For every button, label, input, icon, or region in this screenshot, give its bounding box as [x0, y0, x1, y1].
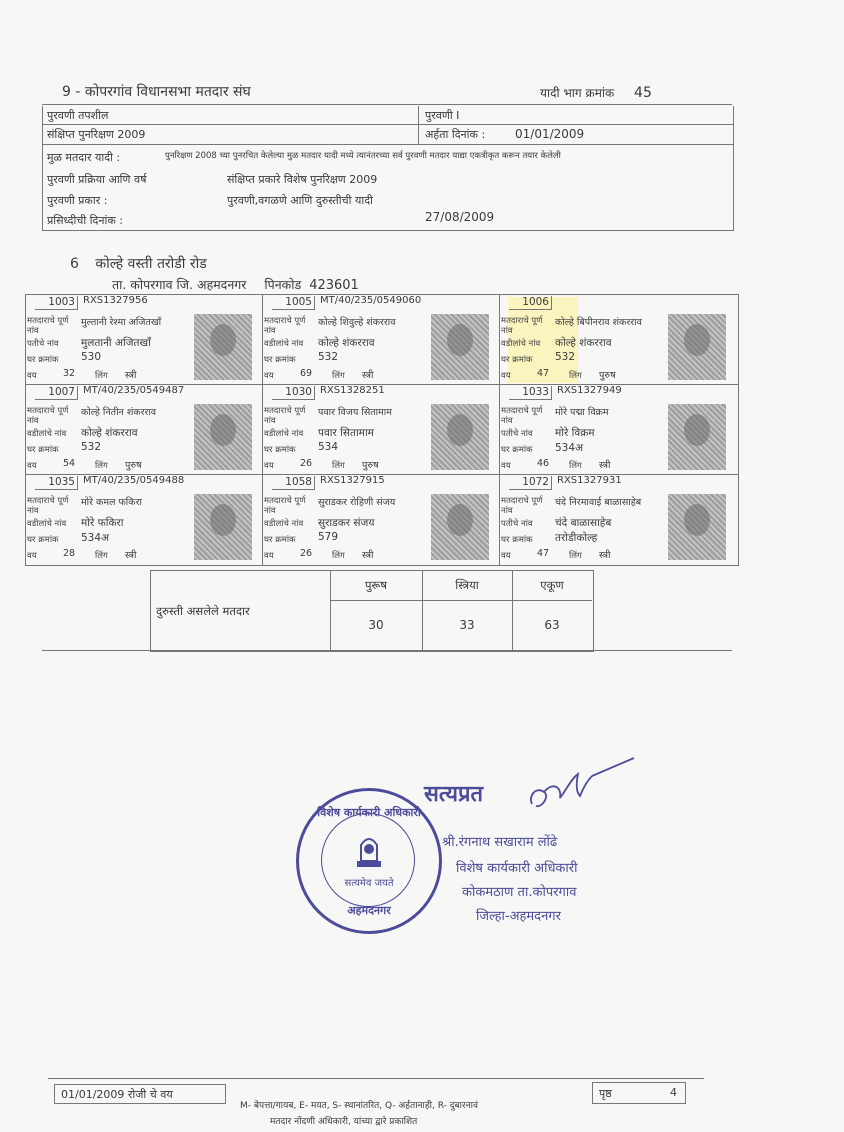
age-label: वय	[27, 461, 37, 471]
age-value: 28	[63, 548, 76, 559]
age-value: 69	[300, 368, 313, 379]
summary-row-label: दुरुस्ती असलेले मतदार	[156, 604, 250, 618]
relation-label: वडीलांचे नांव	[264, 339, 304, 349]
sex-value: स्त्री	[362, 370, 374, 381]
sex-value: पुरुष	[362, 460, 379, 471]
house-label: घर क्रमांक	[501, 445, 533, 455]
constituency-header	[62, 82, 251, 101]
sex-label: लिंग	[569, 551, 582, 561]
summary-male-label: पुरूष	[364, 578, 388, 592]
epic-number: RXS1327956	[83, 295, 148, 306]
epic-number: MT/40/235/0549060	[320, 295, 422, 306]
relation-name: कोल्हे शंकरराव	[555, 337, 612, 349]
summary-divider	[330, 600, 592, 601]
sex-label: लिंग	[95, 371, 108, 381]
voter-card	[262, 384, 499, 474]
age-value: 26	[300, 458, 313, 469]
meta-divider	[418, 106, 419, 144]
relation-name: पवार सितामाम	[318, 427, 374, 439]
voter-photo	[431, 404, 489, 470]
section-heading	[70, 254, 207, 273]
age-note-box	[54, 1084, 226, 1104]
house-number: 534	[318, 441, 339, 453]
sex-label: लिंग	[332, 551, 345, 561]
officer-name: श्री.रंगनाथ सखाराम लोंढे	[442, 835, 558, 850]
voter-name: कोल्हे शिवुल्हे शंकरराव	[318, 317, 396, 328]
meta-row5-value: पुरवणी,वगळणे आणि दुरुस्तीची यादी	[227, 194, 373, 207]
meta-divider	[43, 124, 733, 125]
name-label: मतदाराचे पूर्ण नांव	[501, 406, 543, 426]
sex-label: लिंग	[332, 371, 345, 381]
serial-number: 1033	[509, 386, 552, 400]
age-label: वय	[264, 371, 274, 381]
name-label: मतदाराचे पूर्ण नांव	[264, 496, 306, 516]
section-number: 6	[70, 256, 79, 272]
age-value: 46	[537, 458, 550, 469]
relation-name: कोल्हे शंकरराव	[81, 427, 138, 439]
voter-name: चंदे निरमावाई बाळासाहेब	[555, 497, 642, 508]
voter-name: मोरे पद्मा विक्रम	[555, 407, 609, 418]
summary-female-value: 33	[459, 618, 475, 632]
section-address	[112, 276, 359, 293]
house-label: घर क्रमांक	[501, 355, 533, 365]
voter-photo	[668, 314, 726, 380]
header-rule	[42, 104, 732, 105]
summary-male-value: 30	[368, 618, 384, 632]
epic-number: RXS1328251	[320, 385, 385, 396]
voter-photo	[668, 494, 726, 560]
photo-face	[447, 324, 473, 356]
house-number: 532	[555, 351, 576, 363]
certified-copy-heading: सत्यप्रत	[424, 781, 484, 807]
address-text: ता. कोपरगाव जि. अहमदनगर	[112, 277, 247, 292]
relation-label: वडीलांचे नांव	[264, 519, 304, 529]
sex-value: पुरुष	[599, 370, 616, 381]
part-number: 45	[634, 85, 652, 101]
official-seal	[296, 788, 442, 934]
meta-row6-value: 27/08/2009	[425, 210, 495, 224]
footer-legend-line1: M- बेपत्ता/गायब, E- मयत, S- स्थानांतरित, Q- अर्हतानाही, R- दुबारनावं	[240, 1101, 478, 1111]
seal-top-text: विशेष कार्यकारी अधिकारी	[317, 806, 421, 819]
voter-card	[25, 384, 262, 474]
photo-face	[684, 504, 710, 536]
handwritten-signature	[522, 756, 638, 816]
relation-label: वडीलांचे नांव	[27, 519, 67, 529]
age-label: वय	[27, 371, 37, 381]
meta-row1-left: पुरवणी तपशील	[47, 109, 109, 122]
age-value: 32	[63, 368, 76, 379]
sex-label: लिंग	[332, 461, 345, 471]
meta-table	[42, 106, 734, 231]
relation-name: कोल्हे शंकरराव	[318, 337, 375, 349]
house-number: 534अ	[555, 442, 584, 454]
officer-district: जिल्हा-अहमदनगर	[476, 909, 561, 924]
relation-label: पतीचे नांव	[27, 339, 59, 349]
sex-value: स्त्री	[599, 460, 611, 471]
part-label: यादी भाग क्रमांक	[540, 86, 615, 100]
name-label: मतदाराचे पूर्ण नांव	[27, 406, 69, 426]
sex-value: स्त्री	[599, 550, 611, 561]
voter-name: कोल्हे नितीन शंकरराव	[81, 407, 157, 418]
pin-code: 423601	[309, 278, 359, 293]
serial-number: 1003	[35, 296, 78, 310]
voter-name: सुराडकर रोहिणी संजय	[318, 497, 396, 508]
name-label: मतदाराचे पूर्ण नांव	[27, 496, 69, 516]
summary-female-label: स्त्रिया	[455, 578, 479, 592]
serial-number: 1058	[272, 476, 315, 490]
voter-card	[499, 294, 736, 384]
page-number: 4	[670, 1086, 677, 1099]
sex-value: पुरुष	[125, 460, 142, 471]
serial-number: 1030	[272, 386, 315, 400]
constituency-name: कोपरगांव विधानसभा मतदार संघ	[84, 84, 251, 100]
meta-row3-value: पुनरिक्षण 2008 च्या पुनरचित केलेल्या मुळ मतदार यादी मध्ये त्यानंतरच्या सर्व पुरवणी मतदार याद्या एकत्रीकृत करून तयार केलेली	[165, 151, 561, 161]
meta-row5-label: पुरवणी प्रकार :	[47, 194, 108, 207]
name-label: मतदाराचे पूर्ण नांव	[501, 496, 543, 516]
seal-motto: सत्यमेव जयते	[344, 878, 394, 889]
age-label: वय	[501, 461, 511, 471]
epic-number: RXS1327949	[557, 385, 622, 396]
voter-photo	[194, 404, 252, 470]
house-label: घर क्रमांक	[264, 355, 296, 365]
name-label: मतदाराचे पूर्ण नांव	[27, 316, 69, 336]
meta-row2-left: संक्षिप्त पुनरिक्षण 2009	[47, 128, 146, 141]
relation-name: मोरे विक्रम	[555, 427, 595, 439]
part-number-block	[540, 84, 652, 101]
name-label: मतदाराचे पूर्ण नांव	[501, 316, 543, 336]
house-number: 534अ	[81, 532, 110, 544]
photo-face	[684, 324, 710, 356]
relation-label: वडीलांचे नांव	[501, 339, 541, 349]
photo-face	[210, 414, 236, 446]
section-name: कोल्हे वस्ती तरोडी रोड	[95, 256, 207, 272]
meta-divider	[43, 144, 733, 145]
house-number: 579	[318, 531, 339, 543]
summary-total-label: एकूण	[540, 578, 564, 592]
sex-label: लिंग	[569, 461, 582, 471]
epic-number: MT/40/235/0549487	[83, 385, 185, 396]
voter-card	[262, 474, 499, 564]
officer-title: विशेष कार्यकारी अधिकारी	[456, 861, 578, 876]
officer-place: कोकमठाण ता.कोपरगाव	[462, 885, 577, 900]
meta-row6-label: प्रसिध्दीची दिनांक :	[47, 214, 123, 227]
meta-row2-right-label: अर्हता दिनांक :	[425, 128, 486, 141]
relation-name: चंदे बाळासाहेब	[555, 517, 612, 529]
house-label: घर क्रमांक	[501, 535, 533, 545]
voter-name: मुल्तानी रेश्मा अजितखाँ	[81, 317, 162, 328]
photo-face	[210, 504, 236, 536]
age-note: 01/01/2009 रोजी चे वय	[61, 1088, 173, 1101]
footer-legend-line2: मतदार नोंदणी अधिकारी, यांच्या द्वारे प्रकाशित	[270, 1117, 418, 1127]
meta-row4-label: पुरवणी प्रक्रिया आणि वर्ष	[47, 173, 147, 186]
voter-name: मोरे कमल फकिरा	[81, 497, 142, 508]
serial-number: 1007	[35, 386, 78, 400]
ashoka-emblem-icon	[351, 831, 387, 871]
voter-photo	[668, 404, 726, 470]
serial-number: 1072	[509, 476, 552, 490]
seal-bottom-text: अहमदनगर	[347, 904, 391, 917]
meta-row4-value: संक्षिप्त प्रकारे विशेष पुनरिक्षण 2009	[227, 173, 378, 186]
house-number: 532	[318, 351, 339, 363]
relation-label: वडीलांचे नांव	[27, 429, 67, 439]
relation-label: पतीचे नांव	[501, 519, 533, 529]
house-label: घर क्रमांक	[27, 535, 59, 545]
voter-photo	[431, 494, 489, 560]
summary-rule	[42, 650, 732, 651]
age-value: 47	[537, 548, 550, 559]
voter-photo	[194, 314, 252, 380]
serial-number: 1005	[272, 296, 315, 310]
meta-row2-right-value: 01/01/2009	[515, 127, 585, 141]
voter-photo	[431, 314, 489, 380]
house-number: तरोडीकोल्ह	[555, 532, 598, 544]
age-label: वय	[501, 371, 511, 381]
relation-name: सुराडकर संजय	[318, 517, 375, 529]
constituency-prefix: 9 -	[62, 84, 85, 100]
house-label: घर क्रमांक	[264, 445, 296, 455]
relation-label: पतीचे नांव	[501, 429, 533, 439]
age-label: वय	[27, 551, 37, 561]
footer-rule	[48, 1078, 704, 1079]
house-label: घर क्रमांक	[27, 355, 59, 365]
sex-label: लिंग	[569, 371, 582, 381]
meta-row1-right: पुरवणी I	[425, 109, 460, 122]
voter-card	[499, 474, 736, 564]
age-label: वय	[501, 551, 511, 561]
house-number: 532	[81, 441, 102, 453]
page-number-box	[592, 1082, 686, 1104]
voter-card	[499, 384, 736, 474]
sex-value: स्त्री	[125, 550, 137, 561]
photo-face	[447, 414, 473, 446]
house-label: घर क्रमांक	[264, 535, 296, 545]
voter-card	[262, 294, 499, 384]
age-label: वय	[264, 551, 274, 561]
age-value: 54	[63, 458, 76, 469]
summary-total-value: 63	[544, 618, 560, 632]
summary-table	[150, 570, 592, 650]
epic-number: RXS1327931	[557, 475, 622, 486]
sex-value: स्त्री	[362, 550, 374, 561]
voter-card	[25, 294, 262, 384]
meta-row3-label: मुळ मतदार यादी :	[47, 151, 121, 164]
epic-number: MT/40/235/0549488	[83, 475, 185, 486]
relation-name: मोरे फकिरा	[81, 517, 124, 529]
sex-label: लिंग	[95, 551, 108, 561]
photo-face	[210, 324, 236, 356]
sex-value: स्त्री	[125, 370, 137, 381]
voter-name: कोल्हे बिपीनराव शंकरराव	[555, 317, 642, 328]
page-label: पृष्ठ	[599, 1087, 612, 1100]
photo-face	[684, 414, 710, 446]
serial-number: 1035	[35, 476, 78, 490]
photo-face	[447, 504, 473, 536]
epic-number: RXS1327915	[320, 475, 385, 486]
house-number: 530	[81, 351, 102, 363]
voter-card	[25, 474, 262, 564]
voter-name: पवार विजय सितामाम	[318, 407, 392, 418]
relation-name: मुलतानी अजितखाँ	[81, 337, 151, 349]
serial-number: 1006	[509, 296, 552, 310]
age-value: 47	[537, 368, 550, 379]
relation-label: वडीलांचे नांव	[264, 429, 304, 439]
name-label: मतदाराचे पूर्ण नांव	[264, 406, 306, 426]
age-value: 26	[300, 548, 313, 559]
name-label: मतदाराचे पूर्ण नांव	[264, 316, 306, 336]
voter-photo	[194, 494, 252, 560]
pin-label: पिनकोड	[264, 277, 302, 292]
age-label: वय	[264, 461, 274, 471]
sex-label: लिंग	[95, 461, 108, 471]
house-label: घर क्रमांक	[27, 445, 59, 455]
